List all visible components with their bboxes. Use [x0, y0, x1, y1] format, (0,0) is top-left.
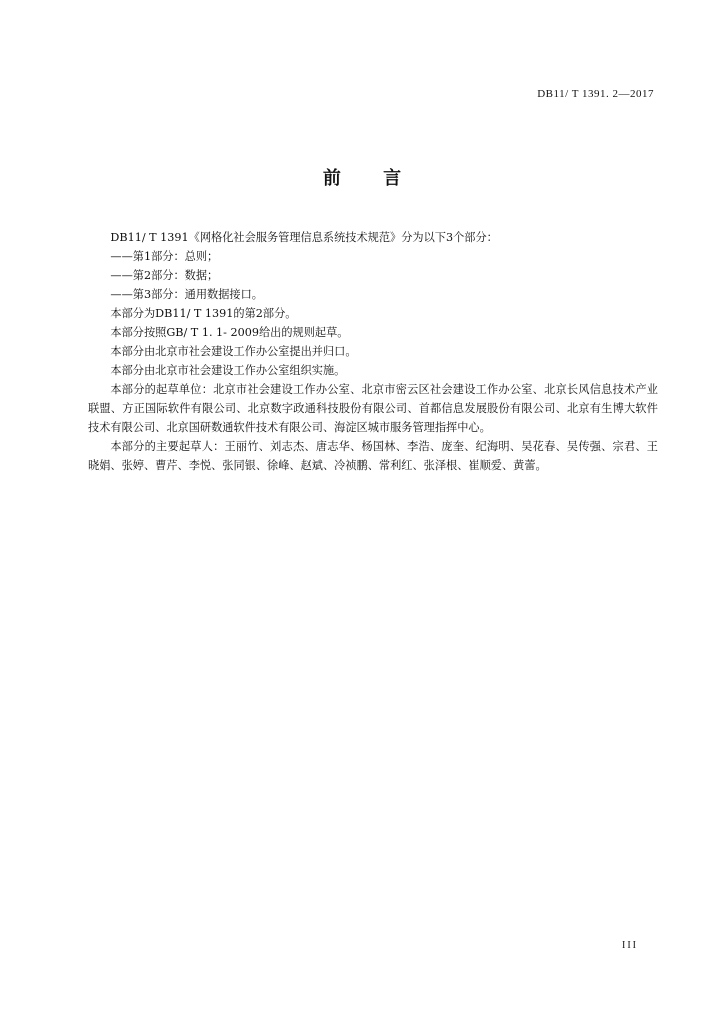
part-3-item: ——第3部分：通用数据接口。: [110, 288, 263, 301]
part-2-item: ——第2部分：数据；: [110, 269, 219, 282]
part-1-item: ——第1部分：总则；: [110, 250, 219, 263]
part-statement: 本部分为DB11/ T 1391的第2部分。: [110, 307, 297, 320]
drafters-paragraph: 本部分的主要起草人：王丽竹、刘志杰、唐志华、杨国林、李浩、庞奎、纪海明、吴花春、吴传强、宗君、王晓娟、张婷、曹芹、李悦、张同银、徐峰、赵斌、冷祯鹏、常利红、张泽根、崔顺爱、黄蕾。: [88, 440, 658, 472]
intro-line: DB11/ T 1391《网格化社会服务管理信息系统技术规范》分为以下3个部分：: [110, 231, 498, 244]
proposer-statement: 本部分由北京市社会建设工作办公室提出并归口。: [110, 345, 357, 358]
page-title: 前 言: [322, 168, 420, 189]
implementer-statement: 本部分由北京市社会建设工作办公室组织实施。: [110, 364, 346, 377]
drafting-units-paragraph: 本部分的起草单位：北京市社会建设工作办公室、北京市密云区社会建设工作办公室、北京长风信息技术产业联盟、方正国际软件有限公司、北京数字政通科技股份有限公司、首都信息发展股份有限公司、北京有生博大软件技术有限公司、北京国研数通软件技术有限公司、海淀区城市服务管理指挥中心。: [88, 383, 658, 434]
document-body: [88, 228, 658, 475]
rules-statement: 本部分按照GB/ T 1. 1- 2009给出的规则起草。: [110, 326, 349, 339]
document-code: DB11/ T 1391. 2—2017: [537, 88, 654, 100]
page-number: III: [622, 940, 638, 951]
